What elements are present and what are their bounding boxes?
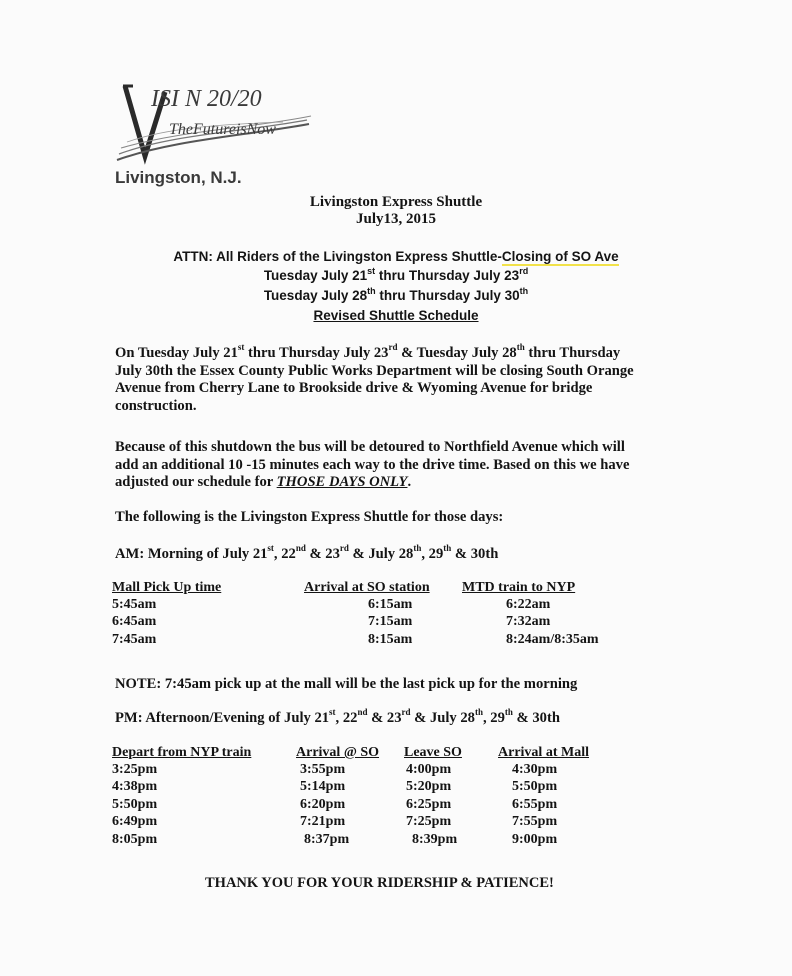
detour-line-2: add an additional 10 -15 minutes each way to the drive time. Based on this we have (115, 456, 630, 473)
pm-cell: 7:25pm (406, 814, 452, 830)
am-cell: 8:24am/8:35am (506, 631, 599, 647)
am-cell: 7:32am (506, 614, 551, 630)
detour-line-1: Because of this shutdown the bus will be detoured to Northfield Avenue which will (115, 439, 625, 455)
closure-line-1 (115, 342, 695, 363)
am-col-mall-pickup (112, 580, 221, 648)
pm-cell: 6:20pm (300, 796, 346, 812)
text: & Tuesday July 28 (397, 345, 517, 361)
sup: rd (519, 265, 529, 276)
am-header-arrival-so: Arrival at SO station (304, 580, 430, 595)
attn-week2 (0, 285, 792, 303)
text: adjusted our schedule for (115, 474, 277, 490)
text: , 29 (421, 546, 444, 562)
following-line: The following is the Livingston Express Shuttle for those days: (115, 509, 504, 525)
attn-line (0, 249, 792, 264)
logo-city: Livingston, N.J. (115, 168, 242, 187)
pm-cell: 3:25pm (112, 762, 158, 777)
text: PM: Afternoon/Evening of July 21 (115, 710, 330, 726)
text: & 23 (367, 710, 402, 726)
sup: st (367, 265, 376, 276)
attn-week1-start: Tuesday July 21 (263, 268, 368, 283)
pm-cell: 4:00pm (406, 762, 452, 777)
am-cell: 8:15am (368, 631, 413, 647)
text: thru Thursday July 23 (244, 345, 389, 361)
sup: th (519, 285, 529, 296)
attn-prefix: ATTN: All Riders of the Livingston Express Shuttle- (173, 249, 502, 264)
pm-col-arrival-so (296, 745, 379, 848)
am-header-mtd-train: MTD train to NYP (462, 580, 576, 595)
attn-week2-start: Tuesday July 28 (263, 288, 368, 303)
pm-col-depart-nyp (112, 745, 251, 848)
text: & July 28 (348, 546, 414, 562)
am-schedule-table (112, 580, 632, 656)
document-date: July13, 2015 (355, 211, 436, 227)
closure-line-4: construction. (115, 397, 197, 414)
sup: th (367, 285, 376, 296)
am-col-mtd-train (462, 580, 599, 648)
pm-cell: 6:55pm (512, 796, 558, 812)
text: thru Thursday (524, 345, 621, 361)
pm-cell: 5:14pm (300, 779, 346, 795)
pm-header-arrival-so: Arrival @ SO (296, 745, 380, 760)
sup: th (413, 543, 422, 554)
text: , 29 (483, 710, 505, 726)
document-title: Livingston Express Shuttle (309, 194, 483, 210)
closure-paragraph (115, 342, 695, 415)
text: , 22 (273, 546, 296, 562)
sup: th (516, 342, 525, 353)
text: & 23 (305, 546, 340, 562)
pm-header-depart-nyp: Depart from NYP train (112, 745, 252, 760)
am-col-arrival-so (304, 580, 430, 648)
sup: rd (401, 707, 411, 718)
attn-week1 (0, 265, 792, 283)
pm-header-arrival-mall: Arrival at Mall (498, 745, 589, 760)
sup: nd (357, 707, 368, 718)
detour-line-3 (115, 474, 695, 492)
those-days-only-emphasis: THOSE DAYS ONLY (276, 474, 408, 490)
pm-schedule-table (112, 745, 612, 857)
logo-vision-text: ISI N 20/20 (151, 86, 262, 112)
pm-heading (115, 707, 695, 728)
pm-cell: 3:55pm (300, 762, 346, 777)
logo-tagline: TheFutureisNow (169, 121, 276, 138)
pm-cell: 6:49pm (112, 814, 158, 830)
text: AM: Morning of July 21 (115, 546, 268, 562)
vision-2020-logo (113, 78, 313, 187)
thank-you-line: THANK YOU FOR YOUR RIDERSHIP & PATIENCE! (205, 875, 554, 891)
am-cell: 6:15am (368, 597, 413, 612)
closure-line-2: July 30th the Essex County Public Works Department will be closing South Orange (115, 362, 634, 379)
am-header-mall-pickup: Mall Pick Up time (112, 580, 222, 595)
pm-cell: 4:38pm (112, 779, 158, 795)
pm-cell: 4:30pm (512, 762, 558, 777)
sup: th (474, 707, 483, 718)
pm-col-leave-so (404, 745, 462, 848)
am-heading (115, 543, 695, 564)
attn-week1-end: thru Thursday July 23 (375, 268, 520, 283)
text: . (407, 474, 412, 490)
pm-header-leave-so: Leave SO (404, 745, 462, 760)
closure-line-3: Avenue from Cherry Lane to Brookside drive & Wyoming Avenue for bridge (115, 380, 593, 396)
note-line: NOTE: 7:45am pick up at the mall will be the last pick up for the morning (115, 676, 578, 692)
pm-cell: 8:39pm (412, 831, 458, 847)
pm-cell: 8:37pm (304, 831, 350, 847)
text: & July 28 (410, 710, 475, 726)
pm-cell: 7:55pm (512, 814, 558, 830)
pm-col-arrival-mall (498, 745, 589, 848)
sup: st (329, 707, 336, 718)
sup: nd (295, 543, 306, 554)
am-cell: 6:45am (112, 614, 157, 630)
text: , 22 (335, 710, 358, 726)
text: On Tuesday July 21 (115, 345, 238, 361)
text: & 30th (451, 546, 499, 562)
sup: st (267, 543, 274, 554)
am-cell: 7:45am (112, 631, 157, 647)
am-cell: 6:22am (506, 597, 551, 612)
sup: th (504, 707, 513, 718)
revised-schedule-heading: Revised Shuttle Schedule (313, 308, 479, 323)
pm-cell: 8:05pm (112, 831, 158, 847)
pm-cell: 5:50pm (512, 779, 558, 795)
sup: rd (388, 342, 398, 353)
sup: th (443, 543, 452, 554)
pm-cell: 7:21pm (300, 814, 346, 830)
sup: st (237, 342, 245, 353)
attn-highlight: Closing of SO Ave (501, 249, 619, 264)
pm-cell: 5:20pm (406, 779, 452, 795)
attn-week2-end: thru Thursday July 30 (375, 288, 520, 303)
detour-paragraph (115, 439, 695, 492)
am-cell: 5:45am (112, 597, 157, 612)
pm-cell: 5:50pm (112, 796, 158, 812)
pm-cell: 9:00pm (512, 831, 558, 847)
sup: rd (339, 543, 349, 554)
pm-cell: 6:25pm (406, 796, 452, 812)
text: & 30th (512, 710, 560, 726)
am-cell: 7:15am (368, 614, 413, 630)
